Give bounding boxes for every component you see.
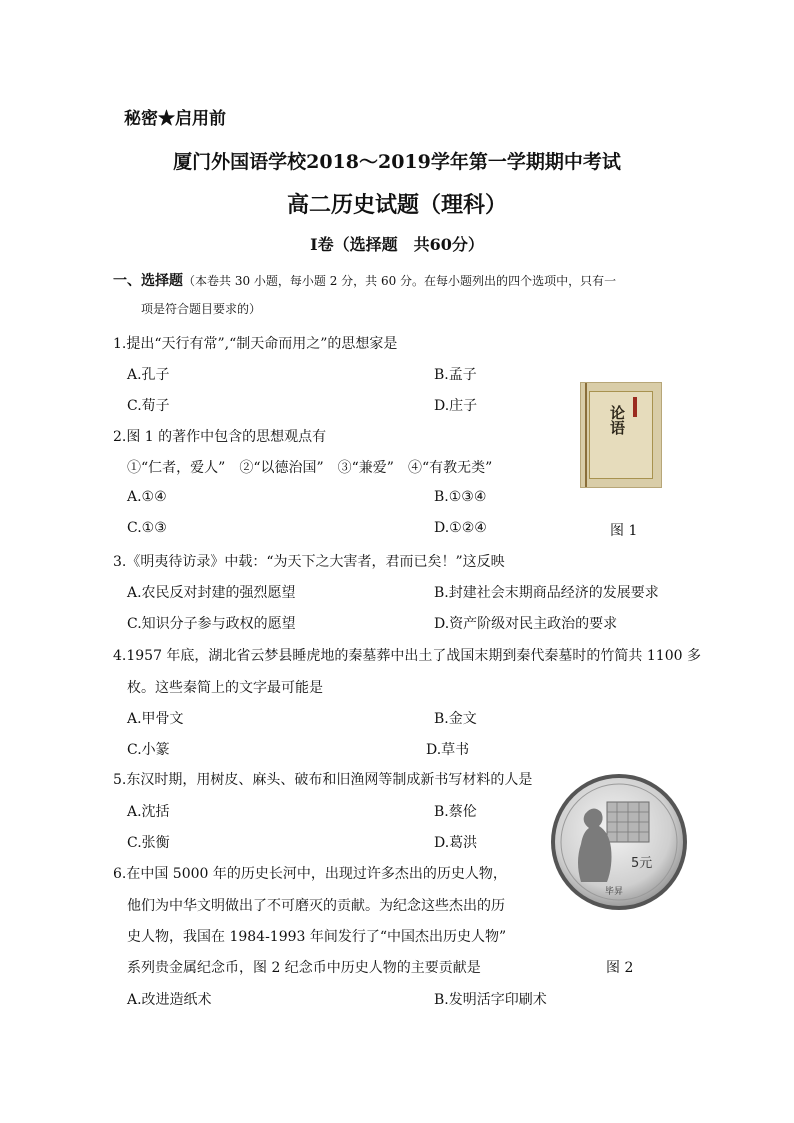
part-title: Ⅰ卷（选择题 共60分） — [310, 235, 484, 254]
question-6-stem-line4: 系列贵金属纪念币，图 2 纪念币中历史人物的主要贡献是 — [127, 960, 481, 976]
subject-title: 高二历史试题（理科） — [286, 192, 507, 218]
figure-1-label: 图 1 — [610, 523, 638, 539]
question-6-option-b: B.发明活字印刷术 — [434, 992, 547, 1008]
question-2-stem: 2.图 1 的著作中包含的思想观点有 — [113, 429, 327, 445]
section-note-line2: 项是符合题目要求的） — [141, 302, 262, 316]
question-1-option-d: D.庄子 — [434, 398, 478, 414]
section-heading: 一、选择题 — [113, 273, 183, 289]
question-2-option-d: D.①②④ — [434, 520, 487, 536]
confidential-mark: 秘密★启用前 — [124, 109, 226, 129]
book-red-seal — [633, 397, 637, 417]
analects-book-image — [580, 382, 662, 488]
question-5-option-d: D.葛洪 — [434, 835, 478, 851]
question-4-stem-line2: 枚。这些秦简上的文字最可能是 — [127, 680, 323, 696]
coin-value: 5元 — [631, 856, 653, 871]
question-4-option-a: A.甲骨文 — [127, 711, 184, 727]
question-3-stem: 3.《明夷待访录》中载：“为天下之大害者，君而已矣！”这反映 — [113, 554, 505, 570]
section-heading-line — [113, 270, 616, 290]
question-3-option-a: A.农民反对封建的强烈愿望 — [127, 585, 296, 601]
question-4-option-c: C.小篆 — [127, 742, 170, 758]
question-5-stem: 5.东汉时期，用树皮、麻头、破布和旧渔网等制成新书写材料的人是 — [113, 772, 533, 788]
question-6-option-a: A.改进造纸术 — [127, 992, 212, 1008]
question-6-stem-line1: 6.在中国 5000 年的历史长河中，出现过许多杰出的历史人物， — [113, 866, 507, 882]
question-5-option-b: B.蔡伦 — [434, 804, 477, 820]
question-1-option-b: B.孟子 — [434, 367, 477, 383]
question-1-option-c: C.荀子 — [127, 398, 170, 414]
bi-sheng-coin-image — [549, 772, 689, 912]
question-1-option-a: A.孔子 — [127, 367, 170, 383]
question-3-option-c: C.知识分子参与政权的愿望 — [127, 616, 296, 632]
question-4-option-b: B.金文 — [434, 711, 477, 727]
question-6-stem-line2: 他们为中华文明做出了不可磨灭的贡献。为纪念这些杰出的历 — [127, 898, 505, 914]
question-1-stem: 1.提出“天行有常”,“制天命而用之”的思想家是 — [113, 336, 398, 352]
book-title: 论语 — [608, 405, 626, 435]
question-2-option-c: C.①③ — [127, 520, 167, 536]
book-spine — [585, 383, 587, 487]
question-4-stem-line1: 4.1957 年底，湖北省云梦县睡虎地的秦墓葬中出土了战国末期到秦代秦墓时的竹简共 1100 多 — [113, 648, 701, 664]
question-5-option-a: A.沈括 — [127, 804, 170, 820]
coin-person-name: 毕昇 — [605, 887, 624, 897]
section-note-line1: （本卷共 30 小题，每小题 2 分，共 60 分。在每小题列出的四个选项中，只有一 — [183, 274, 617, 288]
question-3-option-d: D.资产阶级对民主政治的要求 — [434, 616, 618, 632]
question-3-option-b: B.封建社会末期商品经济的发展要求 — [434, 585, 659, 601]
question-2-items: ①“仁者，爱人” ②“以德治国” ③“兼爱” ④“有教无类” — [127, 460, 493, 476]
question-2-option-b: B.①③④ — [434, 489, 487, 505]
question-6-stem-line3: 史人物，我国在 1984-1993 年间发行了“中国杰出历史人物” — [127, 929, 507, 945]
question-2-option-a: A.①④ — [127, 489, 167, 505]
school-exam-title: 厦门外国语学校2018～2019学年第一学期期中考试 — [173, 151, 621, 173]
figure-2-label: 图 2 — [606, 960, 634, 976]
question-4-option-d: D.草书 — [426, 742, 470, 758]
question-5-option-c: C.张衡 — [127, 835, 170, 851]
